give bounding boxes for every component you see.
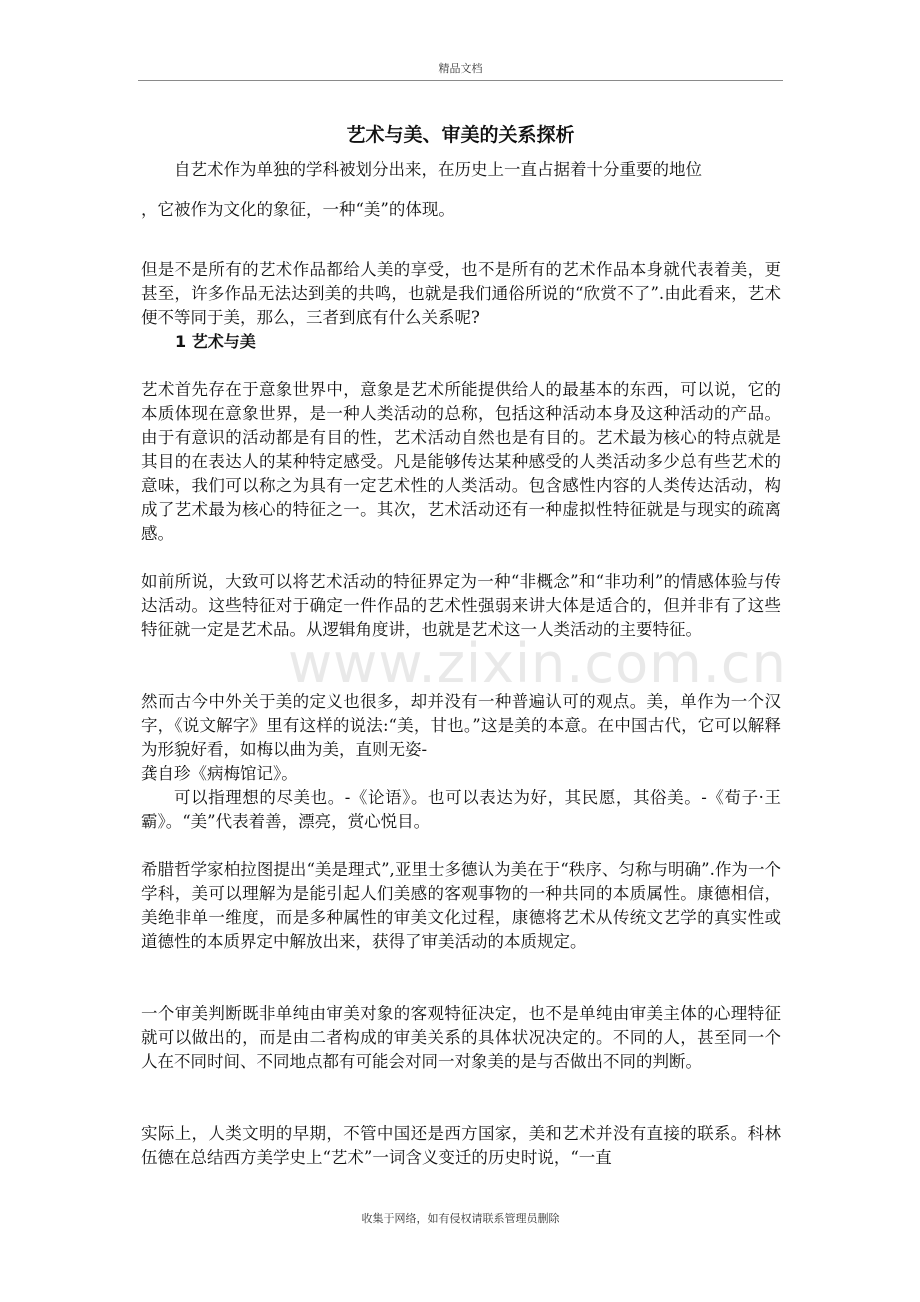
page-header: 精品文档 [438,62,483,75]
watermark: www.zixin.com.cn [288,632,787,695]
section-heading: 1 艺术与美 [175,332,256,351]
paragraph-4: 然而古今中外关于美的定义也很多，却并没有一种普遍认可的观点。美，单作为一个汉字，《说文解字》里有这样的说法:“美，甘也。”这是美的本意。在中国古代，它可以解释为形貌好看，如梅以曲为美，直则无姿- [141,692,781,759]
header-divider [138,80,783,81]
paragraph-6: 希腊哲学家柏拉图提出“美是理式”,亚里士多德认为美在于“秩序、匀称与明确”.作为一个学科，美可以理解为是能引起人们美感的客观事物的一种共同的本质属性。康德相信，美绝非单一维度，而是多种属性的审美文化过程，康德将艺术从传统文艺学的真实性或道德性的本质界定中解放出来，获得了审美活动的本质规定。 [141,860,781,951]
intro-line-1: 自艺术作为单独的学科被划分出来，在历史上一直占据着十分重要的地位 [174,160,702,179]
page-footer: 收集于网络，如有侵权请联系管理员删除 [361,1212,560,1225]
paragraph-3: 如前所说，大致可以将艺术活动的特征界定为一种“非概念”和“非功利”的情感体验与传达活动。这些特征对于确定一件作品的艺术性强弱来讲大体是适合的，但并非有了这些特征就一定是艺术品。从逻辑角度讲，也就是艺术这一人类活动的主要特征。 [141,572,781,639]
paragraph-2: 艺术首先存在于意象世界中，意象是艺术所能提供给人的最基本的东西，可以说，它的本质体现在意象世界，是一种人类活动的总称，包括这种活动本身及这种活动的产品。由于有意识的活动都是有目的性，艺术活动自然也是有目的。艺术最为核心的特点就是其目的在表达人的某种特定感受。凡是能够传达某种感受的人类活动多少总有些艺术的意味，我们可以称之为具有一定艺术性的人类活动。包含感性内容的人类传达活动，构成了艺术最为核心的特征之一。其次，艺术活动还有一种虚拟性特征就是与现实的疏离感。 [141,380,781,543]
paragraph-4-citation: 龚自珍《病梅馆记》。 [141,764,298,783]
paragraph-8: 实际上，人类文明的早期，不管中国还是西方国家，美和艺术并没有直接的联系。科林伍德在总结西方美学史上“艺术”一词含义变迁的历史时说，“一直 [141,1124,781,1167]
intro-line-2: ，它被作为文化的象征，一种“美”的体现。 [141,200,455,219]
paragraph-1: 但是不是所有的艺术作品都给人美的享受，也不是所有的艺术作品本身就代表着美，更甚至，许多作品无法达到美的共鸣，也就是我们通俗所说的“欣赏不了”.由此看来，艺术便不等同于美，那么，三者到底有什么关系呢? [141,260,781,327]
document-title: 艺术与美、审美的关系探析 [346,124,575,146]
paragraph-7: 一个审美判断既非单纯由审美对象的客观特征决定，也不是单纯由审美主体的心理特征就可以做出的，而是由二者构成的审美关系的具体状况决定的。不同的人，甚至同一个人在不同时间、不同地点都有可能会对同一对象美的是与否做出不同的判断。 [141,1004,781,1071]
paragraph-5: 可以指理想的尽美也。-《论语》。也可以表达为好，其民愿，其俗美。-《荀子·王霸》。“美”代表着善，漂亮，赏心悦目。 [141,788,781,831]
